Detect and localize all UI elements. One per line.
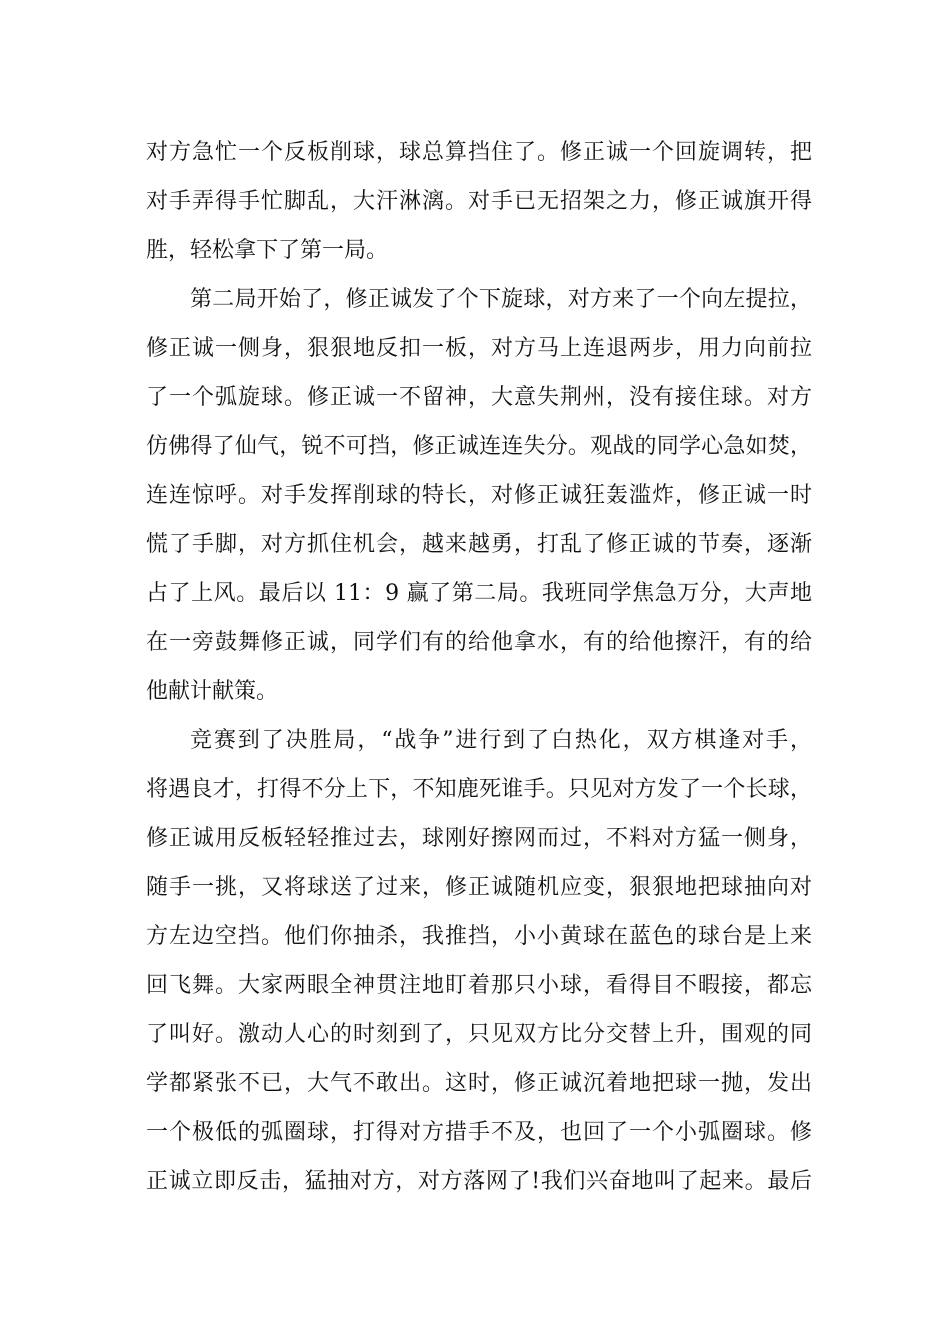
text-line: 方左边空挡。他们你抽杀，我推挡，小小黄球在蓝色的球台是上来 [146, 924, 812, 949]
text-line: 第二局开始了，修正诚发了个下旋球，对方来了一个向左提拉， [190, 287, 812, 312]
text-line: 连连惊呼。对手发挥削球的特长，对修正诚狂轰滥炸，修正诚一时 [146, 483, 812, 508]
text-line: 仿佛得了仙气，锐不可挡，修正诚连连失分。观战的同学心急如焚， [146, 434, 812, 459]
paragraph-2 [146, 275, 812, 716]
text-line: 在一旁鼓舞修正诚，同学们有的给他拿水，有的给他擦汗，有的给 [146, 630, 812, 655]
text-line: 慌了手脚，对方抓住机会，越来越勇，打乱了修正诚的节奏，逐渐 [146, 532, 812, 557]
text-line: 对方急忙一个反板削球，球总算挡住了。修正诚一个回旋调转，把 [146, 140, 812, 165]
paragraph-3 [146, 716, 812, 1206]
text-line: 一个极低的弧圈球，打得对方措手不及，也回了一个小弧圈球。修 [146, 1120, 812, 1145]
text-line: 他献计献策。 [146, 679, 279, 704]
text-line: 胜，轻松拿下了第一局。 [146, 238, 389, 263]
text-line: 占了上风。最后以 11：9 赢了第二局。我班同学焦急万分，大声地 [146, 581, 812, 606]
body-text [146, 128, 812, 1206]
text-line: 竞赛到了决胜局，“战争”进行到了白热化，双方棋逢对手， [190, 728, 812, 753]
text-line: 对手弄得手忙脚乱，大汗淋漓。对手已无招架之力，修正诚旗开得 [146, 189, 812, 214]
text-line: 了叫好。激动人心的时刻到了，只见双方比分交替上升，围观的同 [146, 1022, 812, 1047]
text-line: 正诚立即反击，猛抽对方，对方落网了!我们兴奋地叫了起来。最后 [146, 1169, 812, 1194]
text-line: 修正诚一侧身，狠狠地反扣一板，对方马上连退两步，用力向前拉 [146, 336, 812, 361]
text-line: 将遇良才，打得不分上下，不知鹿死谁手。只见对方发了一个长球， [146, 777, 812, 802]
text-line: 回飞舞。大家两眼全神贯注地盯着那只小球，看得目不暇接，都忘 [146, 973, 812, 998]
text-line: 随手一挑，又将球送了过来，修正诚随机应变，狠狠地把球抽向对 [146, 875, 812, 900]
paragraph-1 [146, 128, 812, 275]
text-line: 了一个弧旋球。修正诚一不留神，大意失荆州，没有接住球。对方 [146, 385, 812, 410]
text-line: 修正诚用反板轻轻推过去，球刚好擦网而过，不料对方猛一侧身， [146, 826, 812, 851]
text-line: 学都紧张不已，大气不敢出。这时，修正诚沉着地把球一抛，发出 [146, 1071, 812, 1096]
